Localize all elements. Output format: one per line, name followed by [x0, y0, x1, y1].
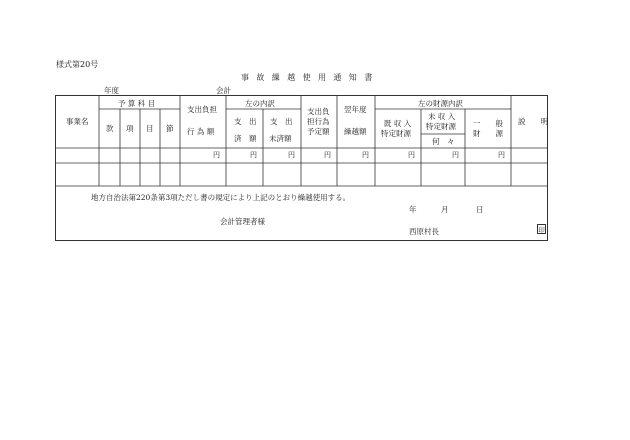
date-year: 年	[409, 205, 417, 214]
header-kishuu-1: 既 収 入	[384, 119, 412, 128]
unit-yen-zumi: 円	[250, 151, 257, 159]
sender-label: 西原村長	[409, 227, 439, 236]
header-ippan-1: 一 般	[473, 119, 503, 128]
header-shishutsu-mizumi-1: 支 出	[270, 117, 293, 126]
header-setsumei: 説 明	[518, 117, 548, 126]
recipient-label: 会計管理者様	[220, 217, 265, 226]
unit-yen-yokunendo: 円	[362, 151, 369, 159]
fiscal-year-label: 年度	[104, 86, 119, 95]
seal-mark: 印	[538, 226, 545, 234]
unit-yen-mishuu: 円	[452, 151, 459, 159]
header-mishuu-1: 未 収 入	[428, 112, 456, 121]
header-hidari-uchiwake: 左の内訳	[245, 99, 275, 108]
header-shishutsu-zumi-2: 済 額	[234, 134, 257, 143]
form-number: 様式第20号	[56, 60, 99, 69]
header-kan: 款	[106, 124, 114, 133]
header-shishutsu-futan-2: 行 為 額	[187, 127, 215, 136]
header-kou: 項	[126, 124, 134, 133]
header-setsu: 節	[166, 124, 174, 133]
date-day: 日	[476, 205, 484, 214]
unit-yen-kishuu: 円	[408, 151, 415, 159]
header-shishutsu-futan-1: 支出負担	[187, 105, 217, 114]
unit-yen-futan: 円	[213, 151, 220, 159]
header-yokunendo-1: 翌年度	[344, 105, 367, 114]
header-yotei-1: 支出負	[307, 107, 330, 116]
statement-text: 地方自治法第220条第3項ただし書の規定により上記のとおり繰越使用する。	[91, 193, 351, 202]
header-mishuu-2: 特定財源	[426, 122, 456, 131]
account-label: 会計	[216, 86, 231, 95]
header-yotei-2: 担行為	[307, 117, 330, 126]
header-moku: 目	[146, 124, 154, 133]
header-shishutsu-zumi-1: 支 出	[234, 117, 257, 126]
date-month: 月	[441, 205, 449, 214]
header-yotei-3: 予定額	[307, 127, 330, 136]
header-yosan-kamoku: 予 算 科 目	[118, 99, 156, 108]
header-ippan-2: 財 源	[473, 129, 503, 138]
header-nanika: 何 々	[432, 137, 455, 146]
header-shishutsu-mizumi-2: 未済額	[269, 134, 292, 143]
header-yokunendo-2: 繰越額	[344, 127, 367, 136]
header-jigyoumei: 事業名	[66, 117, 89, 126]
unit-yen-yotei: 円	[324, 151, 331, 159]
header-kishuu-2: 特定財源	[381, 129, 411, 138]
header-zaigen-uchiwake: 左の財源内訳	[418, 99, 463, 108]
unit-yen-mizumi: 円	[288, 151, 295, 159]
unit-yen-ippan: 円	[498, 151, 505, 159]
document-title: 事故繰越使用通知書	[241, 73, 380, 82]
